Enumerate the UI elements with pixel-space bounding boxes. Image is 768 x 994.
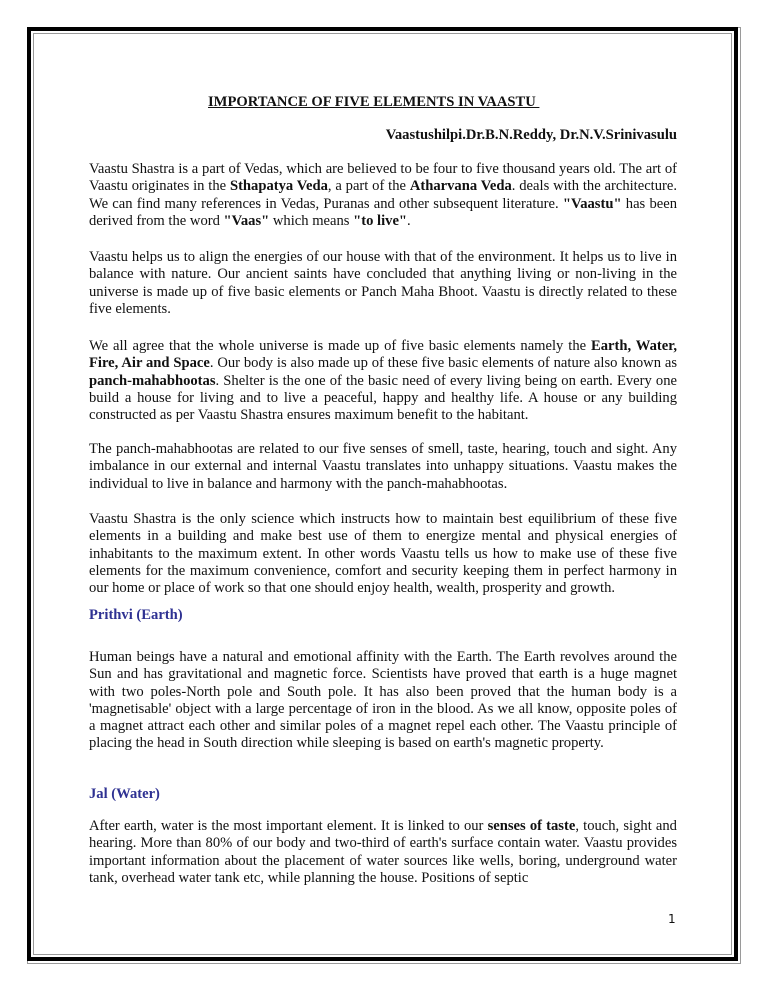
text-run: Vaastu Shastra is a part of Vedas, which are believed to be four to five thousand years old. The art of Vaastu originates in the xyxy=(89,161,677,195)
text-run: Vaastu Shastra is the only science which instructs how to maintain best equilibrium of these five elements in a building and make best use of them to energize mental and physical energies of inhabitants to the maximum extent. In other words Vaastu tells us how to make use of these five elements for the maximum convenience, comfort and security keeping them in perfect harmony in our home or place of work so that one should enjoy health, wealth, prosperity and growth. xyxy=(89,511,677,597)
paragraph-panch-mahabhootas xyxy=(89,441,677,493)
text-run: , touch, sight and hearing. More than 80% of our body and two-third of earth's surface contain water. Vaastu provides important information about the placement of water sources like wells, boring, underground water tank, overhead water tank etc, while planning the house. Positions of septic xyxy=(89,818,677,886)
bold-text: Earth, Water, Fire, Air and Space xyxy=(89,338,677,372)
paragraph-earth xyxy=(89,649,677,753)
text-run: has been derived from the word xyxy=(89,195,677,229)
text-run: . xyxy=(407,212,411,229)
text-run: Vaastu helps us to align the energies of our house with that of the environment. It helps us to live in balance with nature. Our ancient saints have concluded that anything living or non-living in the universe is made up of five basic elements or Panch Maha Bhoot. Vaastu is directly related to these five elements. xyxy=(89,249,677,317)
page-number: 1 xyxy=(668,912,676,926)
paragraph-intro xyxy=(89,161,677,230)
text-run: . Our body is also made up of these five basic elements of nature also known as xyxy=(209,355,677,372)
text-run: . Shelter is the one of the basic need of every living being on earth. Every one build a house for living and to live a peaceful, happy and healthy life. A house or any building constructed as per Vaastu Shastra ensures maximum benefit to the habitant. xyxy=(89,372,677,424)
paragraph-water xyxy=(89,818,677,887)
bold-text: Sthapatya Veda xyxy=(229,178,328,195)
paragraph-five-elements xyxy=(89,338,677,424)
bold-text: panch-mahabhootas xyxy=(89,372,216,389)
bold-text: Atharvana Veda xyxy=(409,178,512,195)
text-run: After earth, water is the most important element. It is linked to our xyxy=(89,818,488,834)
bold-text: senses of taste xyxy=(487,818,576,834)
text-run: We all agree that the whole universe is made up of five basic elements namely the xyxy=(89,338,591,354)
bold-text: "to live" xyxy=(353,212,408,229)
paragraph-equilibrium xyxy=(89,511,677,597)
text-run: Human beings have a natural and emotional affinity with the Earth. The Earth revolves around the Sun and has gravitational and magnetic force. Scientists have proved that earth is a huge magnet with two poles-North pole and South pole. It has also been proved that the human body is a 'magnetisable' object with a large percentage of iron in the blood. As we all know, opposite poles of a magnet attract each other and similar poles of a magnet repel each other. The Vaastu principle of placing the head in South direction while sleeping is based on earth's magnetic property. xyxy=(89,649,677,752)
document-authors: Vaastushilpi.Dr.B.N.Reddy, Dr.N.V.Srinivasulu xyxy=(385,127,677,143)
bold-text: "Vaas" xyxy=(223,212,270,229)
text-run: . deals with the architecture. We can find many references in Vedas, Puranas and other subsequent literature. xyxy=(89,178,678,212)
text-run: The panch-mahabhootas are related to our five senses of smell, taste, hearing, touch and sight. Any imbalance in our external and internal Vaastu translates into unhappy situations. Vaastu makes the individual to live in balance and harmony with the panch-mahabhootas. xyxy=(89,441,677,492)
heading-jal: Jal (Water) xyxy=(89,786,160,802)
text-run: which means xyxy=(269,212,354,229)
heading-prithvi: Prithvi (Earth) xyxy=(89,607,183,623)
paragraph-energies xyxy=(89,249,677,318)
document-title: IMPORTANCE OF FIVE ELEMENTS IN VAASTU xyxy=(208,94,540,110)
text-run: , a part of the xyxy=(327,178,410,195)
bold-text: "Vaastu" xyxy=(562,195,622,212)
